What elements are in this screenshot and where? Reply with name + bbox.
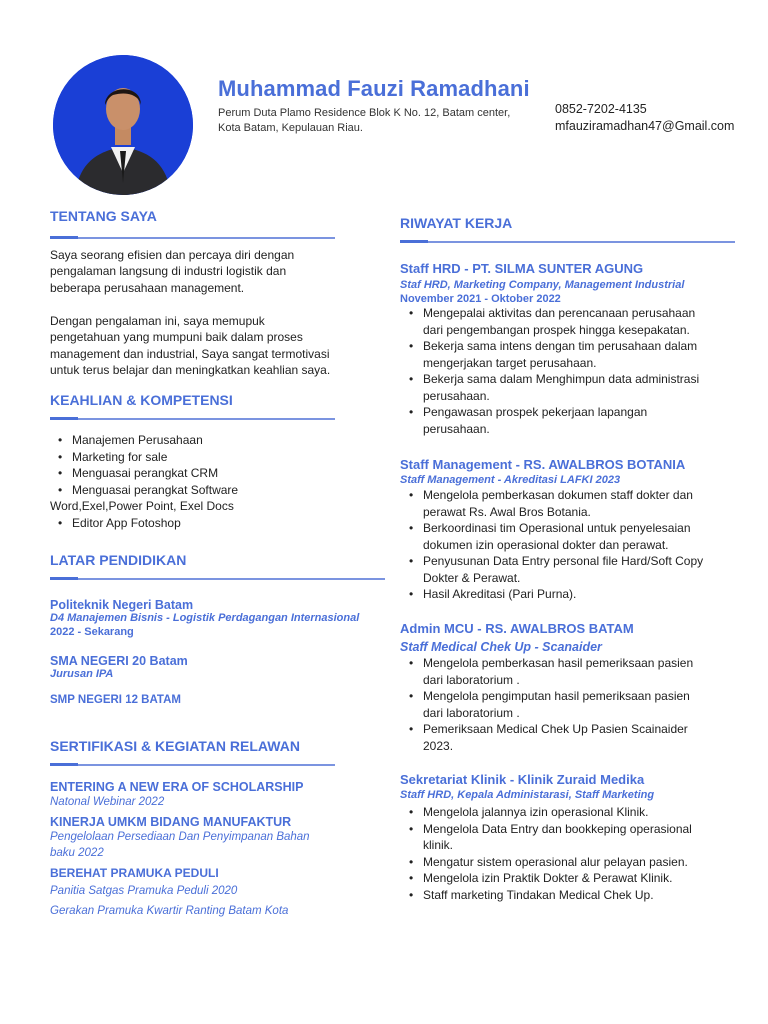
section-divider [50, 237, 335, 239]
list-item: • Editor App Fotoshop [50, 515, 290, 532]
profile-photo [53, 55, 193, 195]
list-item-continuation: Word,Exel,Power Point, Exel Docs [50, 499, 234, 513]
job-role: Staf HRD, Marketing Company, Management Industrial [400, 279, 685, 291]
section-divider [400, 241, 735, 243]
address: Perum Duta Plamo Residence Blok K No. 12, Batam center, Kota Batam, Kepulauan Riau. [218, 107, 511, 134]
list-item: • Pengawasan prospek pekerjaan lapangan perusahaan. [400, 404, 730, 437]
list-item: • Mengelola Data Entry dan bookkeping operasional klinik. [400, 821, 730, 854]
list-item: • Mengelola pemberkasan hasil pemeriksaan pasien dari laboratorium . [400, 655, 730, 688]
list-item: • Berkoordinasi tim Operasional untuk penyelesaian dokumen izin operasional dokter dan perawat. [400, 520, 730, 553]
list-item: • Menguasai perangkat CRM [50, 465, 290, 482]
section-title-skills: KEAHLIAN & KOMPETENSI [50, 392, 233, 408]
school-name: SMP NEGERI 12 BATAM [50, 694, 181, 706]
section-divider [50, 418, 335, 420]
cert-subtitle: Panitia Satgas Pramuka Peduli 2020 [50, 885, 238, 897]
school-name: SMA NEGERI 20 Batam [50, 654, 188, 668]
job-title: Staff HRD - PT. SILMA SUNTER AGUNG [400, 261, 644, 276]
job-role: Staff HRD, Kepala Administarasi, Staff Marketing [400, 789, 655, 801]
section-title-certifications: SERTIFIKASI & KEGIATAN RELAWAN [50, 738, 300, 754]
list-item: • Hasil Akreditasi (Pari Purna). [400, 586, 730, 603]
list-item: • Bekerja sama dalam Menghimpun data administrasi perusahaan. [400, 371, 730, 404]
school-major: D4 Manajemen Bisnis - Logistik Perdagangan Internasional [50, 612, 360, 624]
list-item: • Mengelola jalannya izin operasional Klinik. [400, 804, 730, 821]
cert-title: KINERJA UMKM BIDANG MANUFAKTUR [50, 815, 292, 829]
list-item: • Marketing for sale [50, 449, 290, 466]
list-item: • Menguasai perangkat Software [50, 482, 290, 499]
person-portrait-icon [53, 55, 193, 195]
phone-number: 0852-7202-4135 [555, 102, 647, 116]
list-item: • Mengelola pengimputan hasil pemeriksaan pasien dari laboratorium . [400, 688, 730, 721]
list-item: • Penyusunan Data Entry personal file Hard/Soft Copy Dokter & Perawat. [400, 553, 730, 586]
candidate-name: Muhammad Fauzi Ramadhani [218, 76, 530, 101]
list-item: • Pemeriksaan Medical Chek Up Pasien Scainaider 2023. [400, 721, 730, 754]
cert-subtitle: Pengelolaan Persediaan Dan Penyimpanan Bahan [50, 831, 310, 843]
list-item: • Mengepalai aktivitas dan perencanaan perusahaan dari pengembangan prospek hingga kesepakatan. [400, 305, 730, 338]
cert-subtitle: baku 2022 [50, 847, 104, 859]
about-paragraph-2: Dengan pengalaman ini, saya memupuk pengetahuan yang mumpuni baik dalam proses management dan industrial, Saya sangat termotivasi untuk terus belajar dan meningkatkan keahlian saya. [50, 314, 331, 377]
cert-subtitle: Gerakan Pramuka Kwartir Ranting Batam Kota [50, 905, 289, 917]
job-duties-list [400, 655, 730, 754]
job-date: November 2021 - Oktober 2022 [400, 293, 561, 305]
cert-subtitle: Natonal Webinar 2022 [50, 796, 165, 808]
job-duties-list [400, 487, 730, 603]
list-item: • Manajemen Perusahaan [50, 432, 290, 449]
job-duties-list [400, 804, 730, 903]
list-item: • Mengatur sistem operasional alur pelayan pasien. [400, 854, 730, 871]
list-item: • Mengelola izin Praktik Dokter & Perawat Klinik. [400, 870, 730, 887]
email-address: mfauziramadhan47@Gmail.com [555, 119, 735, 133]
cert-title: ENTERING A NEW ERA OF SCHOLARSHIP [50, 780, 304, 794]
section-divider [50, 578, 385, 580]
list-item: • Mengelola pemberkasan dokumen staff dokter dan perawat Rs. Awal Bros Botania. [400, 487, 730, 520]
school-year: 2022 - Sekarang [50, 626, 134, 638]
job-duties-list [400, 305, 730, 437]
section-divider [50, 764, 335, 766]
job-title: Sekretariat Klinik - Klinik Zuraid Medika [400, 772, 645, 787]
cert-title: BEREHAT PRAMUKA PEDULI [50, 866, 219, 880]
job-role: Staff Management - Akreditasi LAFKI 2023 [400, 474, 621, 486]
job-role: Staff Medical Chek Up - Scanaider [400, 640, 602, 654]
list-item: • Staff marketing Tindakan Medical Chek Up. [400, 887, 730, 904]
skills-list [50, 432, 290, 531]
contact-info [555, 101, 734, 135]
section-title-work: RIWAYAT KERJA [400, 215, 513, 231]
about-paragraph-1: Saya seorang efisien dan percaya diri dengan pengalaman langsung di industri logistik dan beberapa perusahaan management. [50, 248, 295, 295]
school-major: Jurusan IPA [50, 668, 114, 680]
list-item: • Bekerja sama intens dengan tim perusahaan dalam mengerjakan target perusahaan. [400, 338, 730, 371]
section-title-education: LATAR PENDIDIKAN [50, 552, 187, 568]
section-title-about: TENTANG SAYA [50, 208, 157, 224]
school-name: Politeknik Negeri Batam [50, 598, 194, 612]
job-title: Admin MCU - RS. AWALBROS BATAM [400, 621, 634, 636]
job-title: Staff Management - RS. AWALBROS BOTANIA [400, 457, 686, 472]
